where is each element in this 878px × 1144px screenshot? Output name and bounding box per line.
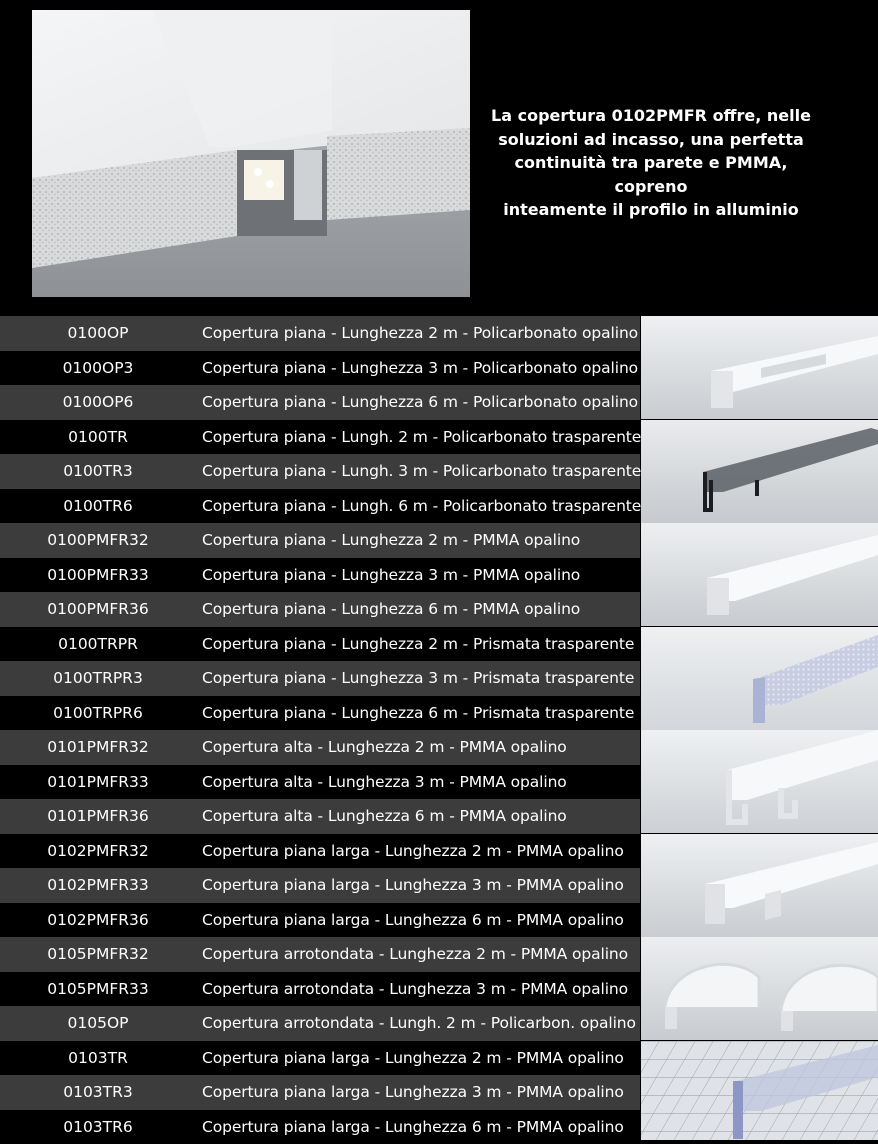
intro-line: continuità tra parete e PMMA, copreno — [478, 151, 824, 198]
product-code: 0102PMFR32 — [0, 842, 196, 860]
table-row — [0, 420, 640, 455]
product-code: 0105PMFR33 — [0, 980, 196, 998]
product-description: Copertura piana - Lunghezza 6 m - Policarbonato opalino — [196, 393, 640, 411]
product-description: Copertura piana larga - Lunghezza 2 m - PMMA opalino — [196, 1049, 640, 1067]
flat-pmma-cover-icon — [641, 523, 878, 626]
product-description: Copertura arrotondata - Lunghezza 3 m - PMMA opalino — [196, 980, 640, 998]
product-code: 0102PMFR33 — [0, 876, 196, 894]
table-row — [0, 558, 640, 593]
table-row — [0, 1075, 640, 1110]
product-description: Copertura arrotondata - Lunghezza 2 m - PMMA opalino — [196, 945, 640, 963]
product-code: 0101PMFR36 — [0, 807, 196, 825]
product-description: Copertura piana - Lunghezza 3 m - Policarbonato opalino — [196, 359, 640, 377]
table-row — [0, 903, 640, 938]
intro-line: soluzioni ad incasso, una perfetta — [478, 128, 824, 152]
table-row — [0, 523, 640, 558]
high-cover-icon — [641, 730, 878, 833]
product-description: Copertura piana - Lunghezza 6 m - PMMA opalino — [196, 600, 640, 618]
table-row — [0, 351, 640, 386]
table-row — [0, 661, 640, 696]
product-code: 0100OP3 — [0, 359, 196, 377]
table-row — [0, 627, 640, 662]
product-code: 0103TR6 — [0, 1118, 196, 1136]
product-code: 0100PMFR33 — [0, 566, 196, 584]
product-description: Copertura piana larga - Lunghezza 6 m - PMMA opalino — [196, 911, 640, 929]
table-row — [0, 1110, 640, 1144]
product-code: 0100TR3 — [0, 462, 196, 480]
table-row — [0, 316, 640, 351]
table-row — [0, 868, 640, 903]
table-row — [0, 696, 640, 731]
product-code: 0100TR6 — [0, 497, 196, 515]
product-code: 0101PMFR32 — [0, 738, 196, 756]
product-description: Copertura piana - Lungh. 6 m - Policarbonato trasparente — [196, 497, 641, 515]
product-description: Copertura piana - Lunghezza 3 m - PMMA opalino — [196, 566, 640, 584]
flat-opal-cover-icon — [641, 316, 878, 419]
prismatic-cover-icon — [641, 627, 878, 730]
table-row — [0, 385, 640, 420]
product-code: 0100TRPR — [0, 635, 196, 653]
product-description: Copertura alta - Lunghezza 2 m - PMMA opalino — [196, 738, 640, 756]
product-description: Copertura piana - Lunghezza 3 m - Prismata trasparente — [196, 669, 640, 687]
flat-transparent-cover-icon — [641, 420, 878, 523]
product-description: Copertura piana - Lunghezza 6 m - Prismata trasparente — [196, 704, 640, 722]
table-row — [0, 592, 640, 627]
product-code: 0105PMFR32 — [0, 945, 196, 963]
product-code: 0100OP6 — [0, 393, 196, 411]
product-code: 0100PMFR32 — [0, 531, 196, 549]
product-code: 0102PMFR36 — [0, 911, 196, 929]
product-code: 0100TR — [0, 428, 196, 446]
hero-product-photo — [32, 10, 470, 297]
product-description: Copertura piana - Lungh. 3 m - Policarbonato trasparente — [196, 462, 641, 480]
table-row — [0, 454, 640, 489]
product-description: Copertura piana - Lunghezza 2 m - Prismata trasparente — [196, 635, 640, 653]
product-description: Copertura piana - Lungh. 2 m - Policarbonato trasparente — [196, 428, 641, 446]
table-row — [0, 765, 640, 800]
intro-line: La copertura 0102PMFR offre, nelle — [478, 104, 824, 128]
intro-line: inteamente il profilo in alluminio — [478, 198, 824, 222]
product-code: 0105OP — [0, 1014, 196, 1032]
table-row — [0, 489, 640, 524]
product-table — [0, 316, 640, 1140]
table-row — [0, 1041, 640, 1076]
product-code: 0100TRPR3 — [0, 669, 196, 687]
product-description: Copertura piana larga - Lunghezza 2 m - PMMA opalino — [196, 842, 640, 860]
intro-caption — [478, 104, 824, 222]
rounded-cover-icon — [641, 937, 878, 1040]
table-row — [0, 937, 640, 972]
wide-transparent-cover-icon — [641, 1041, 878, 1141]
table-row — [0, 799, 640, 834]
product-description: Copertura piana larga - Lunghezza 3 m - PMMA opalino — [196, 1083, 640, 1101]
product-code: 0103TR3 — [0, 1083, 196, 1101]
product-code: 0100OP — [0, 324, 196, 342]
product-description: Copertura alta - Lunghezza 3 m - PMMA opalino — [196, 773, 640, 791]
product-description: Copertura piana - Lunghezza 2 m - PMMA opalino — [196, 531, 640, 549]
product-code: 0103TR — [0, 1049, 196, 1067]
product-code: 0100TRPR6 — [0, 704, 196, 722]
product-description: Copertura piana - Lunghezza 2 m - Policarbonato opalino — [196, 324, 640, 342]
product-description: Copertura piana larga - Lunghezza 3 m - PMMA opalino — [196, 876, 640, 894]
table-row — [0, 834, 640, 869]
product-description: Copertura alta - Lunghezza 6 m - PMMA opalino — [196, 807, 640, 825]
table-row — [0, 972, 640, 1007]
product-code: 0100PMFR36 — [0, 600, 196, 618]
wide-flat-cover-icon — [641, 834, 878, 937]
table-row — [0, 1006, 640, 1041]
product-description: Copertura arrotondata - Lungh. 2 m - Policarbon. opalino — [196, 1014, 640, 1032]
product-code: 0101PMFR33 — [0, 773, 196, 791]
table-row — [0, 730, 640, 765]
product-description: Copertura piana larga - Lunghezza 6 m - PMMA opalino — [196, 1118, 640, 1136]
